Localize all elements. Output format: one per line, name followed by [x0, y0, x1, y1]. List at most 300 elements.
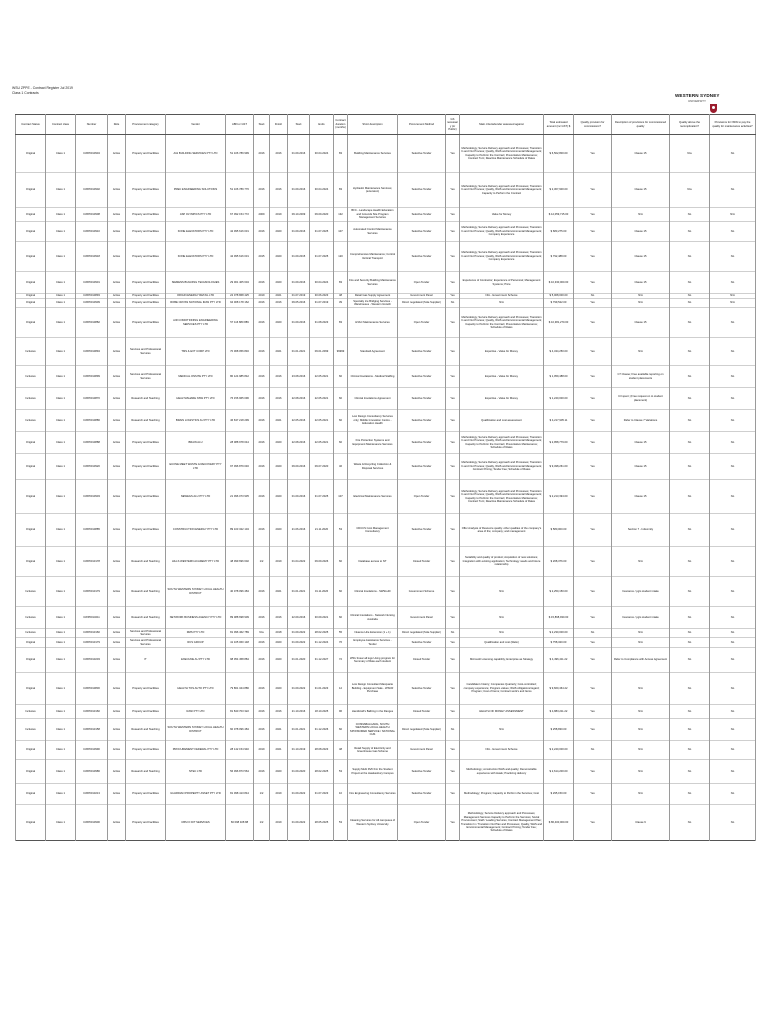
table-cell: 53: [334, 760, 348, 784]
table-cell: Property and Facilities: [126, 514, 166, 547]
table-cell: 48: [334, 294, 348, 299]
table-cell: 2016: [254, 607, 270, 629]
table-cell: No: [710, 648, 756, 673]
table-cell: $ 9,660,464.22: [544, 673, 574, 705]
table-cell: Research and Teaching: [126, 760, 166, 784]
table-cell: 01.09.2020: [288, 760, 310, 784]
table-cell: 2020: [270, 480, 288, 514]
table-cell: Open Tender: [398, 805, 446, 841]
table-cell: N/A - Government Scheme: [460, 294, 544, 299]
table-cell: 2019: [270, 547, 288, 577]
table-cell: Research and Teaching: [126, 607, 166, 629]
table-cell: 21.10.2016: [288, 705, 310, 719]
table-cell: Clause 9: [612, 805, 670, 841]
table-cell: Yes: [446, 577, 460, 607]
table-row: [16, 629, 756, 638]
table-cell: Fire Protection Systems and Equipment Maintenance Services: [348, 432, 398, 454]
table-cell: Services and Professional Services: [126, 338, 166, 366]
table-cell: No: [710, 805, 756, 841]
table-cell: Methodology; Program; Capacity to Perform the Services; Cost: [460, 784, 544, 805]
table-cell: Class 1: [46, 784, 76, 805]
table-cell: No: [670, 338, 710, 366]
table-cell: 132: [334, 208, 348, 222]
column-header: ABN or GST: [226, 115, 254, 135]
table-cell: N/A: [460, 299, 544, 308]
table-cell: No: [710, 705, 756, 719]
table-cell: 21.11.2020: [310, 514, 334, 547]
table-cell: No: [670, 432, 710, 454]
table-cell: No: [670, 629, 710, 638]
column-header: Number: [76, 115, 108, 135]
table-cell: Active: [108, 208, 126, 222]
table-cell: $ 12,059,715.00: [544, 208, 574, 222]
table-cell: CWP0013903: [76, 480, 108, 514]
register-title: WSU ZPPE - Contract Register Jul 2019: [12, 86, 73, 90]
table-cell: 22.08.2016: [288, 388, 310, 410]
table-cell: No: [710, 222, 756, 242]
table-cell: Yes: [446, 547, 460, 577]
table-cell: Original: [16, 638, 46, 648]
table-cell: Yes: [574, 607, 612, 629]
table-cell: No: [670, 547, 710, 577]
table-cell: CWP0013893: [76, 294, 108, 299]
table-cell: Closed Tender: [398, 648, 446, 673]
table-cell: CWP0013900: [76, 805, 108, 841]
table-cell: 53: [334, 514, 348, 547]
table-cell: CWP0013894: [76, 338, 108, 366]
table-cell: Methodology; Service Delivery approach and Processes; Transition In and Out Process; Quality, WHS and Environmental Management; Company Experience: [460, 242, 544, 272]
table-cell: 98 054 458 884: [226, 648, 254, 673]
table-row: [16, 454, 756, 480]
table-cell: RMS PTY LTD: [166, 629, 226, 638]
table-cell: AGI BUILDING SERVICES PTY LTD: [166, 135, 226, 173]
table-cell: 01.09.2022: [288, 629, 310, 638]
table-cell: Refer to Compliance with Access Agreement: [612, 648, 670, 673]
table-cell: Yes: [446, 805, 460, 841]
table-cell: Yes: [574, 135, 612, 173]
table-cell: Class 1: [46, 173, 76, 208]
table-cell: C3 spent; (Free request on to student placement): [612, 388, 670, 410]
table-cell: Original: [16, 547, 46, 577]
table-cell: N/A: [460, 577, 544, 607]
table-cell: SOUTH WESTERN SYDNEY LOCAL HEALTH DISTRICT: [166, 719, 226, 741]
table-cell: Methodology; Service Delivery approach and Processes; Transition In and Out Process; Quality, WHS and Environmental Management; Contract Pricing; Tender Fee; Schedule of Rates: [460, 454, 544, 480]
table-cell: N/A: [612, 741, 670, 760]
table-cell: No: [670, 242, 710, 272]
table-row: [16, 547, 756, 577]
table-row: [16, 480, 756, 514]
table-cell: Original: [16, 648, 46, 673]
table-cell: Selective Tender: [398, 638, 446, 648]
table-cell: 2016: [254, 577, 270, 607]
table-cell: Yes: [574, 638, 612, 648]
table-cell: 2009: [254, 208, 270, 222]
table-cell: N/A: [710, 299, 756, 308]
table-cell: 28.02.2025: [310, 760, 334, 784]
table-cell: 70 068 056 846: [226, 338, 254, 366]
table-cell: 09.10.2009: [288, 208, 310, 222]
table-cell: Active: [108, 366, 126, 388]
table-cell: CWP0013990: [76, 741, 108, 760]
table-cell: Direct negotiated (Sole Supplier): [398, 719, 446, 741]
table-cell: Open Tender: [398, 308, 446, 338]
table-cell: N/A: [710, 208, 756, 222]
table-cell: No: [670, 741, 710, 760]
table-cell: 2020: [270, 432, 288, 454]
table-cell: Open Tender: [398, 480, 446, 514]
table-cell: No: [710, 454, 756, 480]
table-cell: $ 2,213,394.00: [544, 480, 574, 514]
table-cell: Methodology; Service Delivery approach and Processes; Transition In and Out Process; Quality, WHS and Environmental Management; Capacity to Perform the Contract; Preventative Maintenance; Contract Turn; Reactive Maintenance Schedule of Rates: [460, 135, 544, 173]
table-cell: No: [670, 454, 710, 480]
table-cell: Class 1: [46, 805, 76, 841]
table-cell: CWP0013882: [76, 308, 108, 338]
table-cell: Selective Tender: [398, 366, 446, 388]
table-cell: 2016: [254, 135, 270, 173]
table-row: [16, 432, 756, 454]
table-cell: No: [670, 294, 710, 299]
table-cell: Active: [108, 514, 126, 547]
table-cell: No: [446, 629, 460, 638]
table-cell: 2016: [254, 338, 270, 366]
table-cell: 60: [334, 577, 348, 607]
table-cell: 2019: [270, 784, 288, 805]
table-cell: Property and Facilities: [126, 741, 166, 760]
table-cell: 42 095 616 031: [226, 242, 254, 272]
column-header: Total estimated amount (inc GST) $: [544, 115, 574, 135]
table-cell: $ 4,496,411.22: [544, 648, 574, 673]
table-cell: 01.09.2022: [288, 805, 310, 841]
table-cell: Property and Facilities: [126, 272, 166, 294]
table-cell: No: [670, 760, 710, 784]
table-cell: 2020: [270, 454, 288, 480]
table-cell: Active: [108, 784, 126, 805]
column-header: Procurement Method: [398, 115, 446, 135]
table-cell: Active: [108, 242, 126, 272]
table-cell: N/A: [460, 607, 544, 629]
table-cell: 39: [334, 299, 348, 308]
table-cell: Active: [108, 705, 126, 719]
university-logo: [670, 92, 756, 114]
table-row: [16, 648, 756, 673]
table-cell: Clause 15: [612, 308, 670, 338]
column-header: GS necessary (or Public): [446, 115, 460, 135]
table-cell: Yes: [446, 673, 460, 705]
table-cell: C7 Clause; Free available reporting on student placements: [612, 366, 670, 388]
table-cell: 81 098 413 844: [226, 784, 254, 805]
table-cell: Class 1: [46, 388, 76, 410]
table-cell: Original: [16, 135, 46, 173]
table-cell: BRAIN ALU: [166, 432, 226, 454]
table-cell: No: [574, 629, 612, 638]
table-cell: 79 861 344 886: [226, 673, 254, 705]
table-cell: Clause 15: [612, 173, 670, 208]
table-cell: Yes: [446, 366, 460, 388]
table-cell: 2016: [254, 719, 270, 741]
table-cell: 31.12.2024: [310, 638, 334, 648]
table-cell: 97 096 879 046: [226, 454, 254, 480]
table-row: [16, 514, 756, 547]
table-cell: Research and Teaching: [126, 577, 166, 607]
table-cell: Inclusive: [16, 719, 46, 741]
table-cell: MEDICAL ONSITE PTY LTD: [166, 366, 226, 388]
table-cell: Hydraulic Maintenance Services; (extension): [348, 173, 398, 208]
table-cell: Yes: [446, 607, 460, 629]
table-cell: Active: [108, 760, 126, 784]
table-cell: 60: [334, 366, 348, 388]
table-cell: 2020: [270, 242, 288, 272]
table-cell: 22.05.2016: [288, 410, 310, 432]
table-cell: Class 1: [46, 222, 76, 242]
table-cell: N/A - Government Scheme: [460, 741, 544, 760]
table-cell: 66 098 408 88: [226, 805, 254, 841]
table-cell: 01.09.2015: [288, 242, 310, 272]
table-cell: 31.07.2025: [310, 242, 334, 272]
table-cell: 2016: [270, 607, 288, 629]
table-cell: Class 1: [46, 673, 76, 705]
table-cell: 2016: [254, 673, 270, 705]
table-cell: 2021: [270, 741, 288, 760]
table-cell: Yes: [446, 222, 460, 242]
table-cell: Database access to NT: [348, 547, 398, 577]
table-cell: 40 078 096 484: [226, 577, 254, 607]
table-cell: HEALTH TOS AUTO PTY LTD: [166, 673, 226, 705]
table-cell: No: [670, 577, 710, 607]
table-cell: Handicraft's Ballring in the Ranges: [348, 705, 398, 719]
column-header: Procurement category: [126, 115, 166, 135]
table-cell: 01.11.2026: [310, 577, 334, 607]
table-cell: Property and Facilities: [126, 480, 166, 514]
table-cell: 67 092 154 772: [226, 208, 254, 222]
table-cell: No: [670, 638, 710, 648]
table-cell: Original: [16, 242, 46, 272]
contract-register-table: [15, 114, 756, 841]
table-cell: EXECUNE AU PTY LTD: [166, 648, 226, 673]
table-cell: N/A: [612, 760, 670, 784]
table-cell: 10: [334, 784, 348, 805]
table-cell: 2016: [254, 299, 270, 308]
table-cell: CWP0013901: [76, 272, 108, 294]
table-cell: 89 088 698 909: [226, 607, 254, 629]
table-cell: 2021: [270, 719, 288, 741]
table-cell: 2018: [270, 629, 288, 638]
table-cell: 09.07.2020: [310, 454, 334, 480]
table-cell: SOUTH WESTERN SYDNEY LOCAL HEALTH DISTRICT: [166, 577, 226, 607]
table-cell: Property and Facilities: [126, 242, 166, 272]
table-cell: 2016: [270, 299, 288, 308]
table-cell: 09.05.2016: [288, 299, 310, 308]
table-cell: 51 106 789 776: [226, 173, 254, 208]
table-cell: Selective Tender: [398, 242, 446, 272]
table-cell: 22.09.2016: [288, 607, 310, 629]
table-cell: $ 10,330,000.00: [544, 272, 574, 294]
table-cell: $ 792,488.00: [544, 242, 574, 272]
table-cell: 2021: [270, 294, 288, 299]
table-cell: Active: [108, 607, 126, 629]
table-row: [16, 338, 756, 366]
table-cell: 30.09.2021: [310, 607, 334, 629]
table-cell: N/a: [670, 135, 710, 173]
table-cell: Class 1: [46, 705, 76, 719]
table-cell: 60: [334, 547, 348, 577]
table-cell: $ 295,150.00: [544, 784, 574, 805]
table-cell: 09.01.2099: [310, 338, 334, 366]
table-row: [16, 673, 756, 705]
table-cell: Active: [108, 338, 126, 366]
table-cell: No: [710, 577, 756, 607]
table-cell: CWP0013211: [76, 607, 108, 629]
table-cell: Active: [108, 741, 126, 760]
table-cell: $ 2,307,900.00: [544, 173, 574, 208]
table-cell: CONNABALGANG, SOUTH WESTERN LOCAL HEALTH SPONSORED SERVICE / NATIONAL CHS: [348, 719, 398, 741]
table-cell: $ 2,614,200.00: [544, 760, 574, 784]
logo-name: WESTERN SYDNEY: [675, 93, 720, 98]
table-cell: Clinical Insolations Agreement: [348, 388, 398, 410]
table-cell: Yes: [574, 242, 612, 272]
table-cell: Yes: [446, 741, 460, 760]
table-cell: CWP0013160: [76, 705, 108, 719]
table-cell: Yes: [574, 222, 612, 242]
table-cell: 2021: [270, 410, 288, 432]
table-cell: Inclusive: [16, 629, 46, 638]
table-cell: Inclusive: [16, 705, 46, 719]
table-cell: $ 1,240,000.00: [544, 388, 574, 410]
column-header: Contract Status: [16, 115, 46, 135]
table-cell: Original: [16, 272, 46, 294]
table-cell: 2019: [254, 294, 270, 299]
table-cell: ECOSE MEET WASTE & RECOVERY PTY LTD: [166, 454, 226, 480]
table-cell: CWP0013888: [76, 432, 108, 454]
table-cell: Yes: [574, 719, 612, 741]
table-row: [16, 805, 756, 841]
table-cell: 2020: [270, 272, 288, 294]
table-cell: CWP0013203: [76, 648, 108, 673]
table-cell: No: [710, 547, 756, 577]
table-cell: WSU linear all legs Using program for Summary of Rate each student: [348, 648, 398, 673]
table-cell: Low Design Consultant Macquarie Building - Equipment Sale - WSCR Purchase: [348, 673, 398, 705]
table-cell: Original: [16, 673, 46, 705]
table-cell: Selective Tender: [398, 338, 446, 366]
table-cell: Methodology; Service Delivery approach and Processes; Management Services Capacity to Perform the Services; Social Procurement; Staff / Leading Services; Contract Management Plan; Transition In / Transition Out Plan and Processes; Quality, WHS and Environmental Management; Contract Pricing; Tender Fee; Schedule of Rates: [460, 805, 544, 841]
table-cell: Selective Tender: [398, 432, 446, 454]
table-cell: 12: [334, 673, 348, 705]
table-cell: No: [670, 719, 710, 741]
table-cell: Standard Agreement: [348, 338, 398, 366]
table-cell: NETWORK BUSINESS AGENCY PTY LTD: [166, 607, 226, 629]
table-cell: Yes: [574, 480, 612, 514]
table-cell: No: [710, 338, 756, 366]
table-cell: 22.08.2016: [288, 432, 310, 454]
table-cell: Yes: [574, 648, 612, 673]
table-cell: Class 1: [46, 308, 76, 338]
table-cell: 2019: [270, 805, 288, 841]
table-cell: PREC ENGINEERING SOLUTIONS: [166, 173, 226, 208]
table-header-row: [16, 115, 756, 135]
table-cell: 60: [334, 607, 348, 629]
table-cell: No: [710, 388, 756, 410]
table-row: [16, 272, 756, 294]
column-header: Ends: [310, 115, 334, 135]
table-cell: Class 1: [46, 454, 76, 480]
table-cell: CWP0013986: [76, 760, 108, 784]
column-header: Quality provision for commissions?: [574, 115, 612, 135]
column-header: Quality above the recomplication?: [670, 115, 710, 135]
table-cell: 51 106 789 999: [226, 135, 254, 173]
table-cell: ORIGIN ENERGY RETAIL LTD: [166, 294, 226, 299]
table-cell: Methodology; Service Delivery approach and Processes; Transition In and Out Process; Quality, WHS and Environmental Management; Capacity to Perform the Contract: [460, 173, 544, 208]
table-row: [16, 388, 756, 410]
table-row: [16, 299, 756, 308]
table-cell: 2020: [270, 222, 288, 242]
table-cell: Services and Professional Services: [126, 638, 166, 648]
table-cell: Open Tender: [398, 272, 446, 294]
table-cell: 2016: [254, 173, 270, 208]
table-cell: CWP0013904: [76, 135, 108, 173]
table-cell: No: [710, 366, 756, 388]
table-cell: Yes: [574, 338, 612, 366]
table-cell: Government Panel: [398, 294, 446, 299]
table-cell: Yes: [446, 410, 460, 432]
column-header: Provisions for NSW to pay the quality for maintenance activities?: [710, 115, 756, 135]
table-cell: Fire Engineering Consultancy Services: [348, 784, 398, 805]
table-cell: 22.05.2021: [310, 432, 334, 454]
table-cell: N/A: [460, 629, 544, 638]
table-cell: Class 1: [46, 294, 76, 299]
table-cell: Selective Tender: [398, 173, 446, 208]
table-cell: Yes: [446, 638, 460, 648]
table-cell: No: [710, 410, 756, 432]
table-cell: Yes: [574, 514, 612, 547]
table-cell: 01.01.2021: [288, 338, 310, 366]
table-cell: N/A: [612, 208, 670, 222]
table-cell: No: [710, 784, 756, 805]
table-row: [16, 607, 756, 629]
column-header: Contract class: [46, 115, 76, 135]
table-cell: 83: [334, 173, 348, 208]
table-cell: No: [670, 410, 710, 432]
table-cell: NEWEGS ALU PTY LTD: [166, 480, 226, 514]
table-cell: 56 096 873 564: [226, 760, 254, 784]
table-cell: Class 1: [46, 514, 76, 547]
table-cell: $ 4,217,905.11: [544, 410, 574, 432]
table-cell: Class 1: [46, 480, 76, 514]
table-cell: Yes: [446, 514, 460, 547]
table-cell: CWP0013178: [76, 547, 108, 577]
table-cell: 107: [334, 222, 348, 242]
table-cell: Class 1: [46, 242, 76, 272]
table-cell: Offer Analysis of Resource quality: other qualities of the company's area of the; company; and management: [460, 514, 544, 547]
table-cell: No: [710, 607, 756, 629]
table-cell: 2021: [270, 577, 288, 607]
table-cell: Yes: [574, 673, 612, 705]
table-cell: CWP0013158: [76, 719, 108, 741]
table-cell: 22.05.2021: [310, 410, 334, 432]
table-cell: N/A: [612, 299, 670, 308]
table-cell: No: [710, 480, 756, 514]
table-row: [16, 173, 756, 208]
table-cell: PROCUREMENT FEDERAL PTY LTD: [166, 741, 226, 760]
table-cell: AIR CONDITIONING ENGINEERING SERVICES PTY LTD: [166, 308, 226, 338]
table-cell: Yes: [574, 308, 612, 338]
table-cell: Class 1: [46, 208, 76, 222]
table-cell: Yes: [446, 272, 460, 294]
table-cell: Property and Facilities: [126, 805, 166, 841]
table-cell: 31.07.2023: [310, 784, 334, 805]
table-cell: Cleaning Services for All campuses of Western Sydney University: [348, 805, 398, 841]
table-cell: Yes: [574, 454, 612, 480]
table-cell: Building Maintenance Services: [348, 135, 398, 173]
table-cell: Yes: [446, 480, 460, 514]
